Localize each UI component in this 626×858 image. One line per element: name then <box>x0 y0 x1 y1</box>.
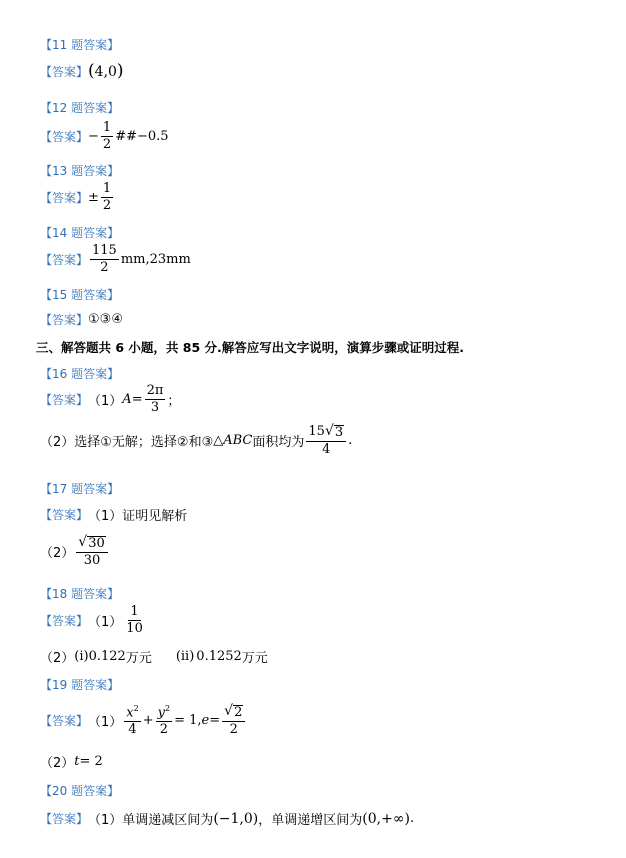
exponent: 2 <box>165 703 171 713</box>
radical-sign: √ <box>78 534 88 550</box>
t-value: = 2 <box>79 754 103 769</box>
unit-wan: 万元 <box>241 651 268 666</box>
answer-18-part1 <box>40 605 147 635</box>
decreasing-text: 单调递减区间为 <box>122 813 214 828</box>
heading-19: 【19 题答案】 <box>40 678 120 692</box>
comma: ， <box>258 813 272 828</box>
answer-16-part1 <box>40 384 180 414</box>
part-label: （2） <box>40 545 75 561</box>
numerator <box>156 705 172 722</box>
part-label: （1） <box>88 813 123 828</box>
answer-prefix: 【答案】 <box>40 392 89 407</box>
fraction <box>124 705 140 737</box>
numerator <box>222 704 245 722</box>
heading-15: 【15 题答案】 <box>40 288 120 302</box>
variable-e: e <box>201 712 210 728</box>
period: . <box>409 811 415 826</box>
numerator: 1 <box>130 604 139 619</box>
denominator: 2 <box>100 259 109 275</box>
denominator: 30 <box>83 553 101 569</box>
answer-18-part2 <box>40 647 268 666</box>
fraction <box>124 605 145 635</box>
numerator: 115 <box>92 243 117 258</box>
answer-prefix: 【答案】 <box>40 252 89 267</box>
numerator: 2π <box>146 383 164 398</box>
triangle-symbol: △ <box>213 432 224 448</box>
heading-16: 【16 题答案】 <box>40 367 120 381</box>
value-i: (i)0.122 <box>74 649 126 664</box>
heading-11: 【11 题答案】 <box>40 38 120 52</box>
answer-14 <box>40 244 191 274</box>
area-text: 面积均为 <box>252 434 305 450</box>
answer-16-part2 <box>40 424 352 457</box>
part-label: （1） <box>88 393 123 409</box>
heading-14: 【14 题答案】 <box>40 226 120 240</box>
denominator: 2 <box>102 136 112 152</box>
plus-minus-sign: ± <box>88 189 99 205</box>
increasing-interval: (0,+∞) <box>362 810 410 827</box>
denominator: 2 <box>102 197 112 213</box>
coefficient: 15 <box>308 424 325 439</box>
triangle-name: ABC <box>223 432 253 448</box>
variable-y: y <box>157 704 165 720</box>
heading-20: 【20 题答案】 <box>40 784 120 798</box>
part-label: （2） <box>40 434 75 450</box>
numerator: 1 <box>102 181 112 196</box>
answer-20-part1 <box>40 809 414 828</box>
answer-11-value: 4,0 <box>94 63 117 80</box>
answer-19-part2 <box>40 752 103 771</box>
decreasing-interval: (−1,0) <box>213 810 259 827</box>
answer-prefix: 【答案】 <box>40 713 89 728</box>
part-label: （1） <box>88 614 123 630</box>
denominator: 4 <box>322 442 331 458</box>
answer-prefix: 【答案】 <box>40 613 89 628</box>
denominator: 10 <box>126 620 143 636</box>
answer-15-value: ①③④ <box>88 312 123 327</box>
radical-sign: √ <box>224 703 234 719</box>
answer-12 <box>40 121 169 151</box>
sqrt <box>224 704 243 720</box>
answer-prefix: 【答案】 <box>40 313 89 327</box>
part-label: （2） <box>40 756 75 771</box>
variable-a: A <box>122 391 132 407</box>
heading-13: 【13 题答案】 <box>40 164 120 178</box>
sqrt <box>325 424 344 440</box>
proof-text: 证明见解析 <box>122 509 188 524</box>
numerator: 1 <box>102 120 112 135</box>
fraction <box>306 424 346 457</box>
variable-x: x <box>126 704 134 720</box>
radicand: 30 <box>88 536 105 551</box>
part2-text: 选择①无解；选择②和③ <box>74 434 214 450</box>
answer-prefix: 【答案】 <box>40 190 89 205</box>
label-ii: (ii) <box>175 649 195 664</box>
semicolon: ； <box>167 393 181 409</box>
heading-18: 【18 题答案】 <box>40 587 120 601</box>
answer-12-alt: ##−0.5 <box>115 128 169 144</box>
paren-close: ) <box>116 61 124 81</box>
part-label: （1） <box>88 509 123 524</box>
sqrt <box>78 535 105 551</box>
exponent: 2 <box>133 703 139 713</box>
part-label: （2） <box>40 651 75 666</box>
radicand: 2 <box>234 705 243 720</box>
fraction <box>101 121 113 151</box>
denominator: 2 <box>229 722 238 738</box>
fraction <box>90 244 119 274</box>
answer-prefix: 【答案】 <box>40 812 89 826</box>
answer-prefix: 【答案】 <box>40 129 89 144</box>
answer-prefix: 【答案】 <box>40 508 89 522</box>
fraction <box>76 535 107 568</box>
part-label: （1） <box>88 714 123 730</box>
answer-17-part1 <box>40 505 187 524</box>
value-ii: 0.1252 <box>196 649 242 664</box>
variable-t: t <box>74 754 80 769</box>
answer-prefix: 【答案】 <box>40 65 89 79</box>
answer-15 <box>40 311 123 328</box>
numerator <box>76 535 107 553</box>
fraction <box>156 705 172 737</box>
section-title: 三、解答题共 6 小题，共 85 分.解答应写出文字说明，演算步骤或证明过程. <box>36 340 464 355</box>
plus-sign: + <box>142 712 154 728</box>
answer-19-part1 <box>40 704 247 737</box>
fraction <box>101 182 113 212</box>
period: . <box>348 432 353 448</box>
radical-sign: √ <box>324 423 334 439</box>
equals-sign: = <box>209 712 221 728</box>
numerator <box>306 424 346 442</box>
denominator: 2 <box>159 721 168 737</box>
answer-17-part2 <box>40 535 110 568</box>
denominator: 4 <box>128 721 137 737</box>
paren-open: ( <box>88 61 95 81</box>
numerator <box>124 705 140 722</box>
answer-11 <box>40 63 124 80</box>
heading-12: 【12 题答案】 <box>40 101 120 115</box>
equals-sign: = <box>131 391 143 407</box>
denominator: 3 <box>150 399 160 415</box>
minus-sign: − <box>88 128 99 144</box>
fraction <box>145 384 166 414</box>
fraction <box>222 704 245 737</box>
answer-13 <box>40 182 115 212</box>
heading-17: 【17 题答案】 <box>40 482 120 496</box>
unit-wan: 万元 <box>125 651 152 666</box>
increasing-text: 单调递增区间为 <box>271 813 363 828</box>
answer-14-rest: mm,23mm <box>120 251 191 267</box>
equation-middle: = 1, <box>174 712 202 728</box>
radicand: 3 <box>334 425 344 440</box>
